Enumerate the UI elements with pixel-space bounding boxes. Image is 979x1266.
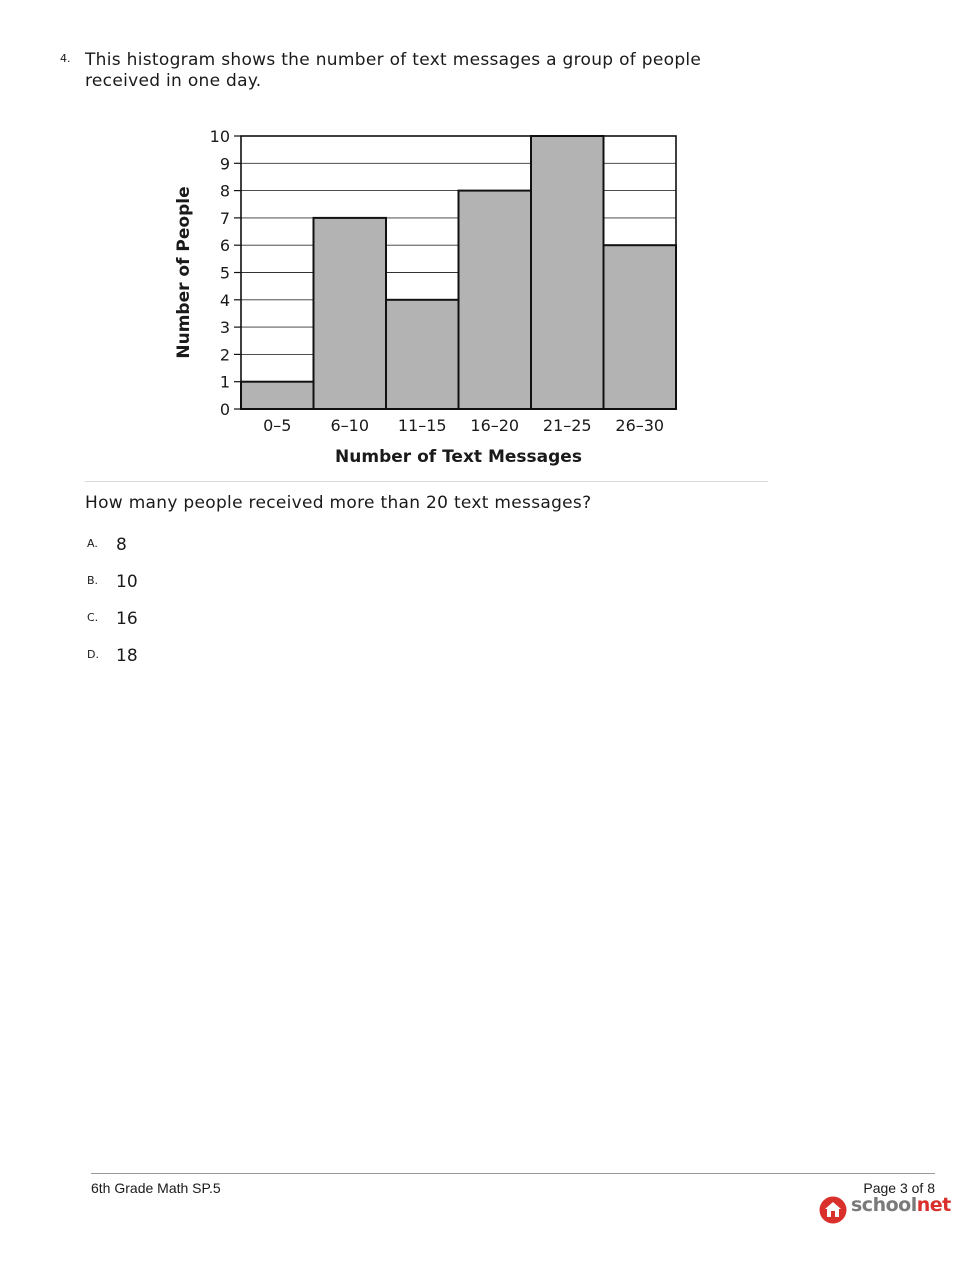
- x-axis-title: Number of Text Messages: [335, 447, 582, 467]
- footer-course-title: 6th Grade Math SP.5: [91, 1180, 221, 1196]
- choice-value: 16: [116, 609, 138, 629]
- y-tick-label: 3: [219, 318, 230, 338]
- choice-value: 8: [116, 535, 127, 555]
- histogram-bar: [604, 245, 677, 409]
- histogram-bar: [386, 300, 459, 409]
- y-tick-label: 0: [219, 400, 230, 419]
- schoolnet-wordmark: [851, 1194, 951, 1216]
- x-tick-label: 6–10: [330, 416, 370, 435]
- question-prompt: How many people received more than 20 text messages?: [85, 493, 592, 513]
- x-tick-label: 16–20: [470, 416, 520, 435]
- choice-letter: B.: [87, 574, 99, 587]
- schoolnet-house-icon: [819, 1196, 847, 1224]
- histogram-bar: [531, 136, 604, 409]
- footer-page-number: Page 3 of 8: [863, 1180, 935, 1196]
- histogram-chart: [160, 118, 700, 473]
- choice-letter: D.: [87, 648, 99, 661]
- x-tick-label: 11–15: [397, 416, 447, 435]
- y-axis-title: Number of People: [174, 186, 194, 359]
- x-tick-label: 0–5: [263, 416, 292, 435]
- y-tick-label: 4: [219, 290, 230, 310]
- brand-net: net: [916, 1194, 951, 1216]
- y-tick-label: 2: [219, 345, 230, 365]
- histogram-bar: [314, 218, 387, 409]
- brand-school: school: [851, 1194, 917, 1216]
- footer-divider: [91, 1173, 935, 1174]
- y-tick-label: 6: [219, 236, 230, 256]
- y-tick-label: 7: [219, 208, 230, 228]
- choice-value: 18: [116, 646, 138, 666]
- x-tick-label: 21–25: [542, 416, 592, 435]
- y-tick-label: 9: [219, 154, 230, 174]
- question-stem: This histogram shows the number of text messages a group of people received in one day.: [85, 50, 702, 91]
- histogram-bar: [459, 191, 532, 409]
- question-number: 4.: [60, 52, 71, 65]
- divider: [85, 481, 768, 482]
- y-tick-label: 5: [219, 263, 230, 283]
- x-tick-label: 26–30: [615, 416, 665, 435]
- y-tick-label: 8: [219, 181, 230, 201]
- y-tick-label: 1: [219, 372, 230, 392]
- histogram-bar: [241, 382, 314, 409]
- y-tick-label: 10: [209, 127, 230, 146]
- choice-letter: A.: [87, 537, 98, 550]
- choice-letter: C.: [87, 611, 99, 624]
- choice-value: 10: [116, 572, 138, 592]
